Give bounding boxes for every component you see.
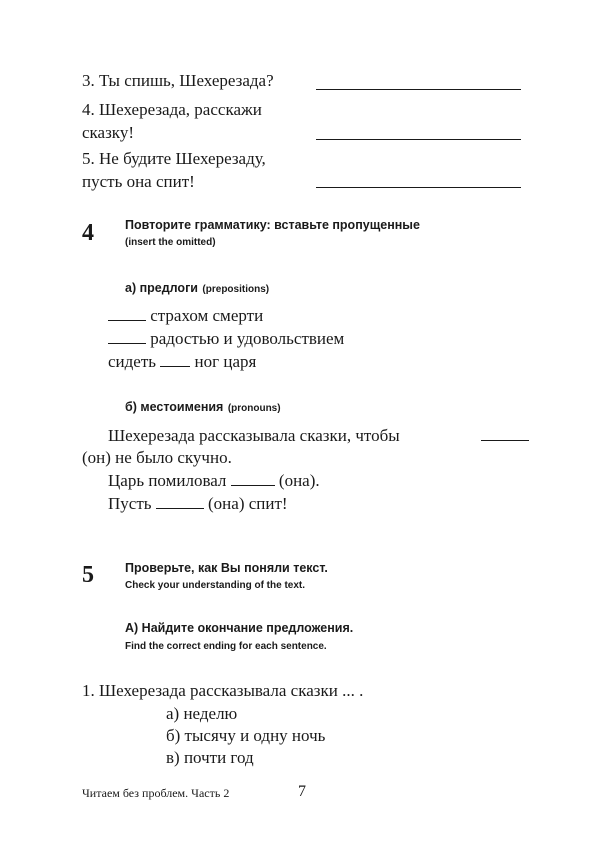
ex4a-line2 [108,328,344,350]
exercise-4-number: 4 [82,220,94,246]
answer-line-3[interactable] [316,89,521,90]
ex5-question-1: 1. Шехерезада рассказывала сказки ... . [82,681,364,700]
ex4a-line3 [108,351,256,373]
exercise-4a-hint: (prepositions) [202,284,270,295]
question-3: 3. Ты спишь, Шехерезада? [82,71,274,90]
exercise-4a-heading [125,279,269,297]
exercise-4b-hint: (pronouns) [227,403,281,414]
exercise-4b-heading [125,398,281,416]
ex4a-line3-post: ног царя [194,352,257,371]
answer-line-4[interactable] [316,139,521,140]
ex4b-line3-post: (она). [278,471,320,490]
exercise-4-subtitle: (insert the omitted) [125,237,216,248]
question-4-line2: сказку! [82,123,134,142]
question-4-line1: 4. Шехерезада, расскажи [82,100,262,119]
ex4a-line1-text: страхом смерти [150,306,264,325]
ex5-option-b[interactable]: б) тысячу и одну ночь [166,726,326,745]
ex5-option-a[interactable]: а) неделю [166,704,238,723]
answer-line-5[interactable] [316,187,521,188]
exercise-5-number: 5 [82,562,94,588]
question-5-line1: 5. Не будите Шехерезаду, [82,149,266,168]
ex4b-line2: (он) не было скучно. [82,448,232,467]
exercise-4b-label: б) местоимения [125,400,224,414]
exercise-5a-subtitle: Find the correct ending for each sentence. [125,641,327,652]
blank-4b-3[interactable] [156,494,204,509]
blank-4a-3[interactable] [160,352,190,367]
exercise-4-title: Повторите грамматику: вставьте пропущенные [125,218,420,232]
exercise-4a-label: а) предлоги [125,281,198,295]
blank-4b-1[interactable] [481,440,529,441]
ex4b-line1: Шехерезада рассказывала сказки, чтобы [108,426,400,445]
ex4a-line3-pre: сидеть [108,352,157,371]
exercise-5a-title: А) Найдите окончание предложения. [125,621,354,635]
exercise-5-subtitle: Check your understanding of the text. [125,580,306,591]
ex4a-line2-text: радостью и удовольствием [150,329,345,348]
blank-4b-2[interactable] [231,471,275,486]
exercise-5-title: Проверьте, как Вы поняли текст. [125,561,328,575]
ex4b-line4 [108,493,288,515]
ex4a-line1 [108,305,263,327]
ex5-option-c[interactable]: в) почти год [166,748,254,767]
page-number: 7 [298,783,306,800]
ex4b-line3 [108,470,320,492]
footer-book-title: Читаем без проблем. Часть 2 [82,786,230,800]
blank-4a-2[interactable] [108,329,146,344]
ex4b-line3-pre: Царь помиловал [108,471,227,490]
ex4b-line4-pre: Пусть [108,494,152,513]
ex4b-line4-post: (она) спит! [208,494,288,513]
blank-4a-1[interactable] [108,306,146,321]
question-5-line2: пусть она спит! [82,172,195,191]
